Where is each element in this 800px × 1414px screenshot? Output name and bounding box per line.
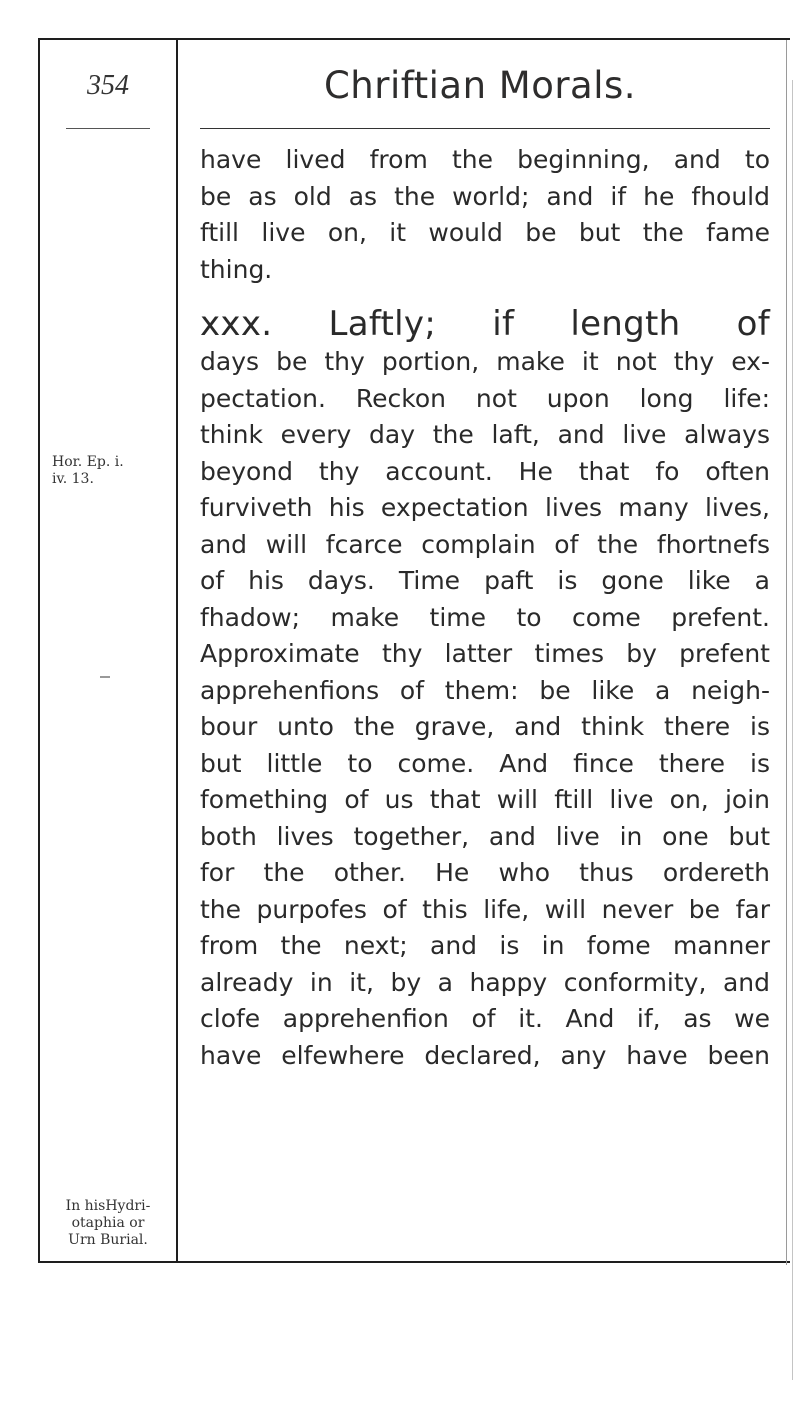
text-line: fomething of us that will ftill live on, join: [200, 785, 770, 814]
text-line: Approximate thy latter times by prefent: [200, 639, 770, 668]
page-number: 354: [87, 70, 129, 101]
text-line: of his days. Time paft is gone like a: [200, 566, 770, 595]
text-line: have elfewhere declared, any have been: [200, 1040, 770, 1070]
text-line: bour unto the grave, and think there is: [200, 712, 770, 741]
marginal-line: Hor. Ep. i.: [52, 454, 124, 470]
text-line: the purpofes of this life, will never be far: [200, 894, 770, 924]
text-line: furviveth his expectation lives many lives,: [200, 493, 770, 522]
head-rule: [200, 128, 770, 129]
margin-rule: [66, 128, 150, 129]
text-line: fhadow; make time to come prefent.: [200, 602, 770, 632]
margin-dash: [100, 676, 110, 678]
text-line: beyond thy account. He that fo often: [200, 456, 770, 486]
paragraph-gap: [200, 288, 770, 304]
text-line: have lived from the beginning, and to: [200, 145, 770, 174]
text-line: clofe apprehenfion of it. And if, as we: [200, 1004, 770, 1033]
marginal-note-urn-burial: [42, 1198, 174, 1249]
text-line: for the other. He who thus ordereth: [200, 858, 770, 887]
text-line: be as old as the world; and if he fhould: [200, 181, 770, 211]
marginal-line: Urn Burial.: [68, 1232, 148, 1248]
text-line: and will fcarce complain of the fhortnefs: [200, 529, 770, 559]
marginal-line: iv. 13.: [52, 471, 94, 487]
marginal-line: In hisHydri-: [65, 1198, 151, 1214]
text-line: both lives together, and live in one but: [200, 821, 770, 851]
running-head: Chriftian Morals.: [323, 64, 637, 107]
text-line: days be thy portion, make it not thy ex-: [200, 347, 770, 376]
text-line: think every day the laft, and live always: [200, 420, 770, 449]
text-line: already in it, by a happy conformity, and: [200, 967, 770, 997]
page-edge-line: [786, 40, 787, 1265]
page-edge-line-outer: [792, 80, 793, 1380]
body-text: [200, 142, 770, 1074]
text-line: ftill live on, it would be but the fame: [200, 218, 770, 247]
column-divider: [176, 40, 178, 1263]
text-line: pectation. Reckon not upon long life:: [200, 383, 770, 413]
text-line: apprehenfions of them: be like a neigh-: [200, 675, 770, 705]
text-line: from the next; and is in fome manner: [200, 931, 770, 960]
marginal-line: otaphia or: [71, 1215, 145, 1231]
section-heading: xxx. Laftly; if length of: [200, 304, 770, 344]
text-line: thing.: [200, 254, 273, 284]
marginal-note-horace: [42, 454, 174, 488]
text-line: but little to come. And fince there is: [200, 748, 770, 778]
